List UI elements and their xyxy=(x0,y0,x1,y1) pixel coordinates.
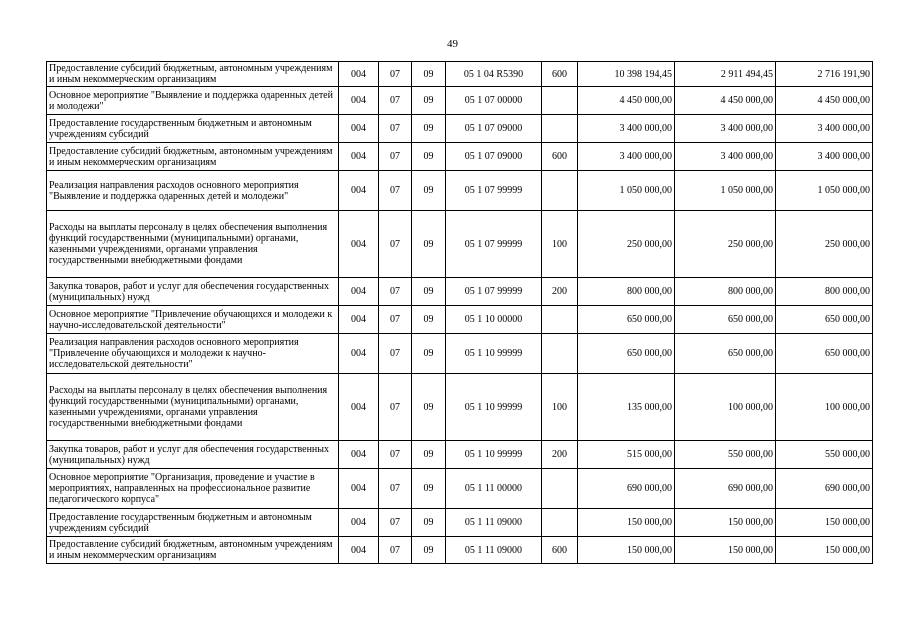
section-code: 07 xyxy=(379,306,412,334)
ved-code: 004 xyxy=(339,306,379,334)
amount-year-3: 3 400 000,00 xyxy=(776,115,873,143)
amount-year-1: 650 000,00 xyxy=(578,334,675,374)
ved-code: 004 xyxy=(339,143,379,171)
subsection-code: 09 xyxy=(412,306,446,334)
expense-type-code xyxy=(542,87,578,115)
table-row xyxy=(47,171,873,211)
expense-type-code xyxy=(542,115,578,143)
amount-year-2: 100 000,00 xyxy=(675,374,776,441)
expense-type-code: 600 xyxy=(542,537,578,564)
target-article-code: 05 1 04 R5390 xyxy=(446,62,542,87)
section-code: 07 xyxy=(379,171,412,211)
table-row xyxy=(47,469,873,509)
amount-year-3: 650 000,00 xyxy=(776,306,873,334)
section-code: 07 xyxy=(379,278,412,306)
amount-year-3: 100 000,00 xyxy=(776,374,873,441)
amount-year-3: 800 000,00 xyxy=(776,278,873,306)
table-row xyxy=(47,537,873,564)
row-description: Расходы на выплаты персоналу в целях обеспечения выполнения функций государственными (муниципальными) органами, казенными учреждениями, органами управления государственными внебюджетными фондами xyxy=(47,374,339,441)
amount-year-3: 1 050 000,00 xyxy=(776,171,873,211)
section-code: 07 xyxy=(379,469,412,509)
subsection-code: 09 xyxy=(412,87,446,115)
table-row xyxy=(47,509,873,537)
amount-year-2: 550 000,00 xyxy=(675,441,776,469)
section-code: 07 xyxy=(379,87,412,115)
amount-year-1: 10 398 194,45 xyxy=(578,62,675,87)
section-code: 07 xyxy=(379,509,412,537)
section-code: 07 xyxy=(379,62,412,87)
amount-year-1: 135 000,00 xyxy=(578,374,675,441)
ved-code: 004 xyxy=(339,441,379,469)
amount-year-3: 2 716 191,90 xyxy=(776,62,873,87)
expense-type-code: 100 xyxy=(542,211,578,278)
target-article-code: 05 1 10 99999 xyxy=(446,374,542,441)
section-code: 07 xyxy=(379,334,412,374)
row-description: Основное мероприятие "Выявление и поддержка одаренных детей и молодежи" xyxy=(47,87,339,115)
expense-type-code: 600 xyxy=(542,62,578,87)
amount-year-1: 250 000,00 xyxy=(578,211,675,278)
subsection-code: 09 xyxy=(412,509,446,537)
ved-code: 004 xyxy=(339,374,379,441)
section-code: 07 xyxy=(379,211,412,278)
target-article-code: 05 1 07 00000 xyxy=(446,87,542,115)
subsection-code: 09 xyxy=(412,62,446,87)
expense-type-code xyxy=(542,171,578,211)
expense-type-code xyxy=(542,306,578,334)
expense-type-code: 100 xyxy=(542,374,578,441)
section-code: 07 xyxy=(379,115,412,143)
ved-code: 004 xyxy=(339,278,379,306)
row-description: Предоставление государственным бюджетным и автономным учреждениям субсидий xyxy=(47,509,339,537)
table-row xyxy=(47,62,873,87)
amount-year-2: 800 000,00 xyxy=(675,278,776,306)
ved-code: 004 xyxy=(339,469,379,509)
amount-year-2: 3 400 000,00 xyxy=(675,115,776,143)
row-description: Основное мероприятие "Организация, проведение и участие в мероприятиях, направленных на профессиональное развитие педагогического корпуса" xyxy=(47,469,339,509)
subsection-code: 09 xyxy=(412,537,446,564)
row-description: Предоставление субсидий бюджетным, автономным учреждениям и иным некоммерческим организациям xyxy=(47,537,339,564)
amount-year-1: 515 000,00 xyxy=(578,441,675,469)
subsection-code: 09 xyxy=(412,334,446,374)
table-row xyxy=(47,278,873,306)
section-code: 07 xyxy=(379,143,412,171)
target-article-code: 05 1 11 09000 xyxy=(446,509,542,537)
row-description: Предоставление субсидий бюджетным, автономным учреждениям и иным некоммерческим организациям xyxy=(47,62,339,87)
target-article-code: 05 1 11 00000 xyxy=(446,469,542,509)
table-row xyxy=(47,374,873,441)
amount-year-2: 150 000,00 xyxy=(675,537,776,564)
table-row xyxy=(47,211,873,278)
amount-year-1: 1 050 000,00 xyxy=(578,171,675,211)
target-article-code: 05 1 07 99999 xyxy=(446,171,542,211)
section-code: 07 xyxy=(379,374,412,441)
expense-type-code xyxy=(542,469,578,509)
ved-code: 004 xyxy=(339,211,379,278)
subsection-code: 09 xyxy=(412,469,446,509)
amount-year-3: 150 000,00 xyxy=(776,537,873,564)
subsection-code: 09 xyxy=(412,278,446,306)
table-row xyxy=(47,143,873,171)
ved-code: 004 xyxy=(339,87,379,115)
row-description: Предоставление субсидий бюджетным, автономным учреждениям и иным некоммерческим организациям xyxy=(47,143,339,171)
table-row xyxy=(47,87,873,115)
subsection-code: 09 xyxy=(412,115,446,143)
target-article-code: 05 1 10 00000 xyxy=(446,306,542,334)
amount-year-2: 650 000,00 xyxy=(675,334,776,374)
ved-code: 004 xyxy=(339,334,379,374)
table-row xyxy=(47,115,873,143)
amount-year-1: 3 400 000,00 xyxy=(578,115,675,143)
row-description: Предоставление государственным бюджетным и автономным учреждениям субсидий xyxy=(47,115,339,143)
target-article-code: 05 1 11 09000 xyxy=(446,537,542,564)
amount-year-1: 150 000,00 xyxy=(578,509,675,537)
budget-table xyxy=(46,61,873,564)
amount-year-2: 150 000,00 xyxy=(675,509,776,537)
amount-year-2: 690 000,00 xyxy=(675,469,776,509)
amount-year-3: 650 000,00 xyxy=(776,334,873,374)
ved-code: 004 xyxy=(339,509,379,537)
expense-type-code: 200 xyxy=(542,441,578,469)
amount-year-1: 650 000,00 xyxy=(578,306,675,334)
amount-year-3: 3 400 000,00 xyxy=(776,143,873,171)
expense-type-code xyxy=(542,334,578,374)
page-number: 49 xyxy=(447,38,458,50)
row-description: Реализация направления расходов основного мероприятия "Выявление и поддержка одаренных детей и молодежи" xyxy=(47,171,339,211)
amount-year-2: 4 450 000,00 xyxy=(675,87,776,115)
amount-year-1: 150 000,00 xyxy=(578,537,675,564)
ved-code: 004 xyxy=(339,537,379,564)
table-row xyxy=(47,441,873,469)
target-article-code: 05 1 10 99999 xyxy=(446,441,542,469)
amount-year-1: 800 000,00 xyxy=(578,278,675,306)
amount-year-3: 4 450 000,00 xyxy=(776,87,873,115)
row-description: Расходы на выплаты персоналу в целях обеспечения выполнения функций государственными (муниципальными) органами, казенными учреждениями, органами управления государственными внебюджетными фондами xyxy=(47,211,339,278)
amount-year-3: 250 000,00 xyxy=(776,211,873,278)
subsection-code: 09 xyxy=(412,211,446,278)
expense-type-code: 600 xyxy=(542,143,578,171)
amount-year-3: 690 000,00 xyxy=(776,469,873,509)
target-article-code: 05 1 10 99999 xyxy=(446,334,542,374)
row-description: Закупка товаров, работ и услуг для обеспечения государственных (муниципальных) нужд xyxy=(47,441,339,469)
table-row xyxy=(47,334,873,374)
amount-year-2: 650 000,00 xyxy=(675,306,776,334)
subsection-code: 09 xyxy=(412,171,446,211)
target-article-code: 05 1 07 09000 xyxy=(446,115,542,143)
section-code: 07 xyxy=(379,537,412,564)
row-description: Закупка товаров, работ и услуг для обеспечения государственных (муниципальных) нужд xyxy=(47,278,339,306)
amount-year-2: 250 000,00 xyxy=(675,211,776,278)
amount-year-1: 690 000,00 xyxy=(578,469,675,509)
ved-code: 004 xyxy=(339,115,379,143)
subsection-code: 09 xyxy=(412,374,446,441)
target-article-code: 05 1 07 09000 xyxy=(446,143,542,171)
target-article-code: 05 1 07 99999 xyxy=(446,278,542,306)
amount-year-2: 3 400 000,00 xyxy=(675,143,776,171)
amount-year-1: 4 450 000,00 xyxy=(578,87,675,115)
amount-year-2: 2 911 494,45 xyxy=(675,62,776,87)
amount-year-2: 1 050 000,00 xyxy=(675,171,776,211)
row-description: Основное мероприятие "Привлечение обучающихся и молодежи к научно-исследовательской деятельности" xyxy=(47,306,339,334)
subsection-code: 09 xyxy=(412,441,446,469)
row-description: Реализация направления расходов основного мероприятия "Привлечение обучающихся и молодежи к научно-исследовательской деятельности" xyxy=(47,334,339,374)
subsection-code: 09 xyxy=(412,143,446,171)
amount-year-3: 550 000,00 xyxy=(776,441,873,469)
expense-type-code xyxy=(542,509,578,537)
target-article-code: 05 1 07 99999 xyxy=(446,211,542,278)
ved-code: 004 xyxy=(339,62,379,87)
amount-year-1: 3 400 000,00 xyxy=(578,143,675,171)
expense-type-code: 200 xyxy=(542,278,578,306)
amount-year-3: 150 000,00 xyxy=(776,509,873,537)
section-code: 07 xyxy=(379,441,412,469)
table-row xyxy=(47,306,873,334)
ved-code: 004 xyxy=(339,171,379,211)
